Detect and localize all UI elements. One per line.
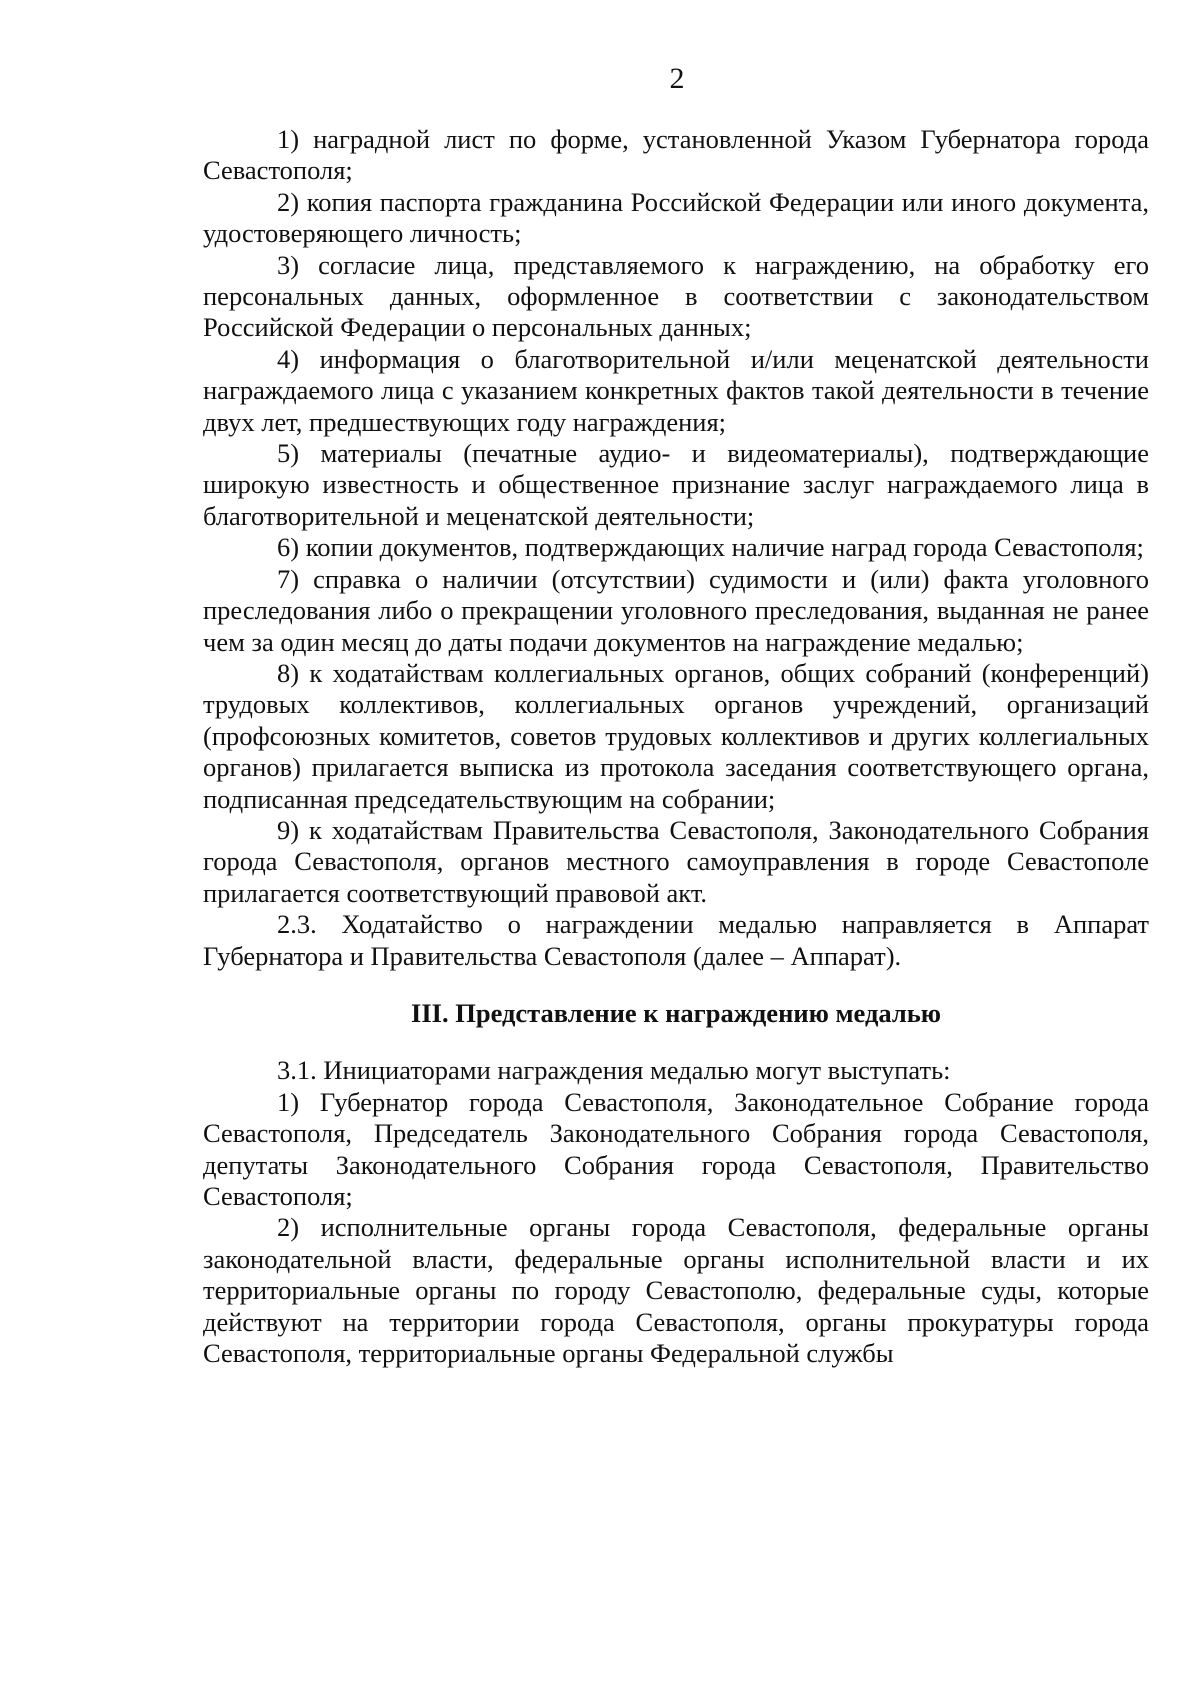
section-heading: III. Представление к награждению медалью (411, 997, 941, 1028)
list-item-criminal-record-certificate: 7) справка о наличии (отсутствии) судимости и (или) факта уголовного преследования либо о прекращении уголовного преследования, выданная не ранее чем за один месяц до даты подачи документов на награждение медалью; (203, 563, 1149, 657)
list-item-personal-data-consent: 3) согласие лица, представляемого к награждению, на обработку его персональных данных, оформленное в соответствии с законодательством Российской Федерации о персональных данных; (203, 249, 1149, 343)
clause-2-3: 2.3. Ходатайство о награждении медалью направляется в Аппарат Губернатора и Правительства Севастополя (далее – Аппарат). (203, 909, 1149, 971)
clause-3-1: 3.1. Инициаторами награждения медалью могут выступать: (277, 1055, 951, 1086)
list-item-charity-information: 4) информация о благотворительной и/или меценатской деятельности награждаемого лица с указанием конкретных фактов такой деятельности в течение двух лет, предшествующих году награждения; (203, 343, 1149, 437)
document-body (203, 124, 1149, 1369)
list-item-protocol-extract: 8) к ходатайствам коллегиальных органов, общих собраний (конференций) трудовых коллективов, коллегиальных органов учреждений, организаций (профсоюзных комитетов, советов трудовых коллективов и других коллегиальных органов) прилагается выписка из протокола заседания соответствующего органа, подписанная председательствующим на собрании; (203, 657, 1149, 814)
list-item-passport-copy: 2) копия паспорта гражданина Российской Федерации или иного документа, удостоверяющего личность; (203, 186, 1149, 249)
list-item-award-sheet: 1) наградной лист по форме, установленной Указом Губернатора города Севастополя; (203, 124, 1149, 186)
initiators-item-1: 1) Губернатор города Севастополя, Законодательное Собрание города Севастополя, Председатель Законодательного Собрания города Севастополя, депутаты Законодательного Собрания города Севастополя, Правительство Севастополя; (203, 1086, 1149, 1211)
list-item-materials: 5) материалы (печатные аудио- и видеоматериалы), подтверждающие широкую известность и общественное признание заслуг награждаемого лица в благотворительной и меценатской деятельности; (203, 438, 1149, 531)
list-item-award-copies: 6) копии документов, подтверждающих наличие наград города Севастополя; (277, 532, 1144, 563)
page-number: 2 (669, 62, 685, 95)
list-item-legal-act: 9) к ходатайствам Правительства Севастополя, Законодательного Собрания города Севастополя, органов местного самоуправления в городе Севастополе прилагается соответствующий правовой акт. (203, 814, 1149, 908)
initiators-item-2: 2) исполнительные органы города Севастополя, федеральные органы законодательной власти, федеральные органы исполнительной власти и их территориальные органы по городу Севастополю, федеральные суды, которые действуют на территории города Севастополя, органы прокуратуры города Севастополя, территориальные органы Федеральной службы (203, 1212, 1149, 1369)
